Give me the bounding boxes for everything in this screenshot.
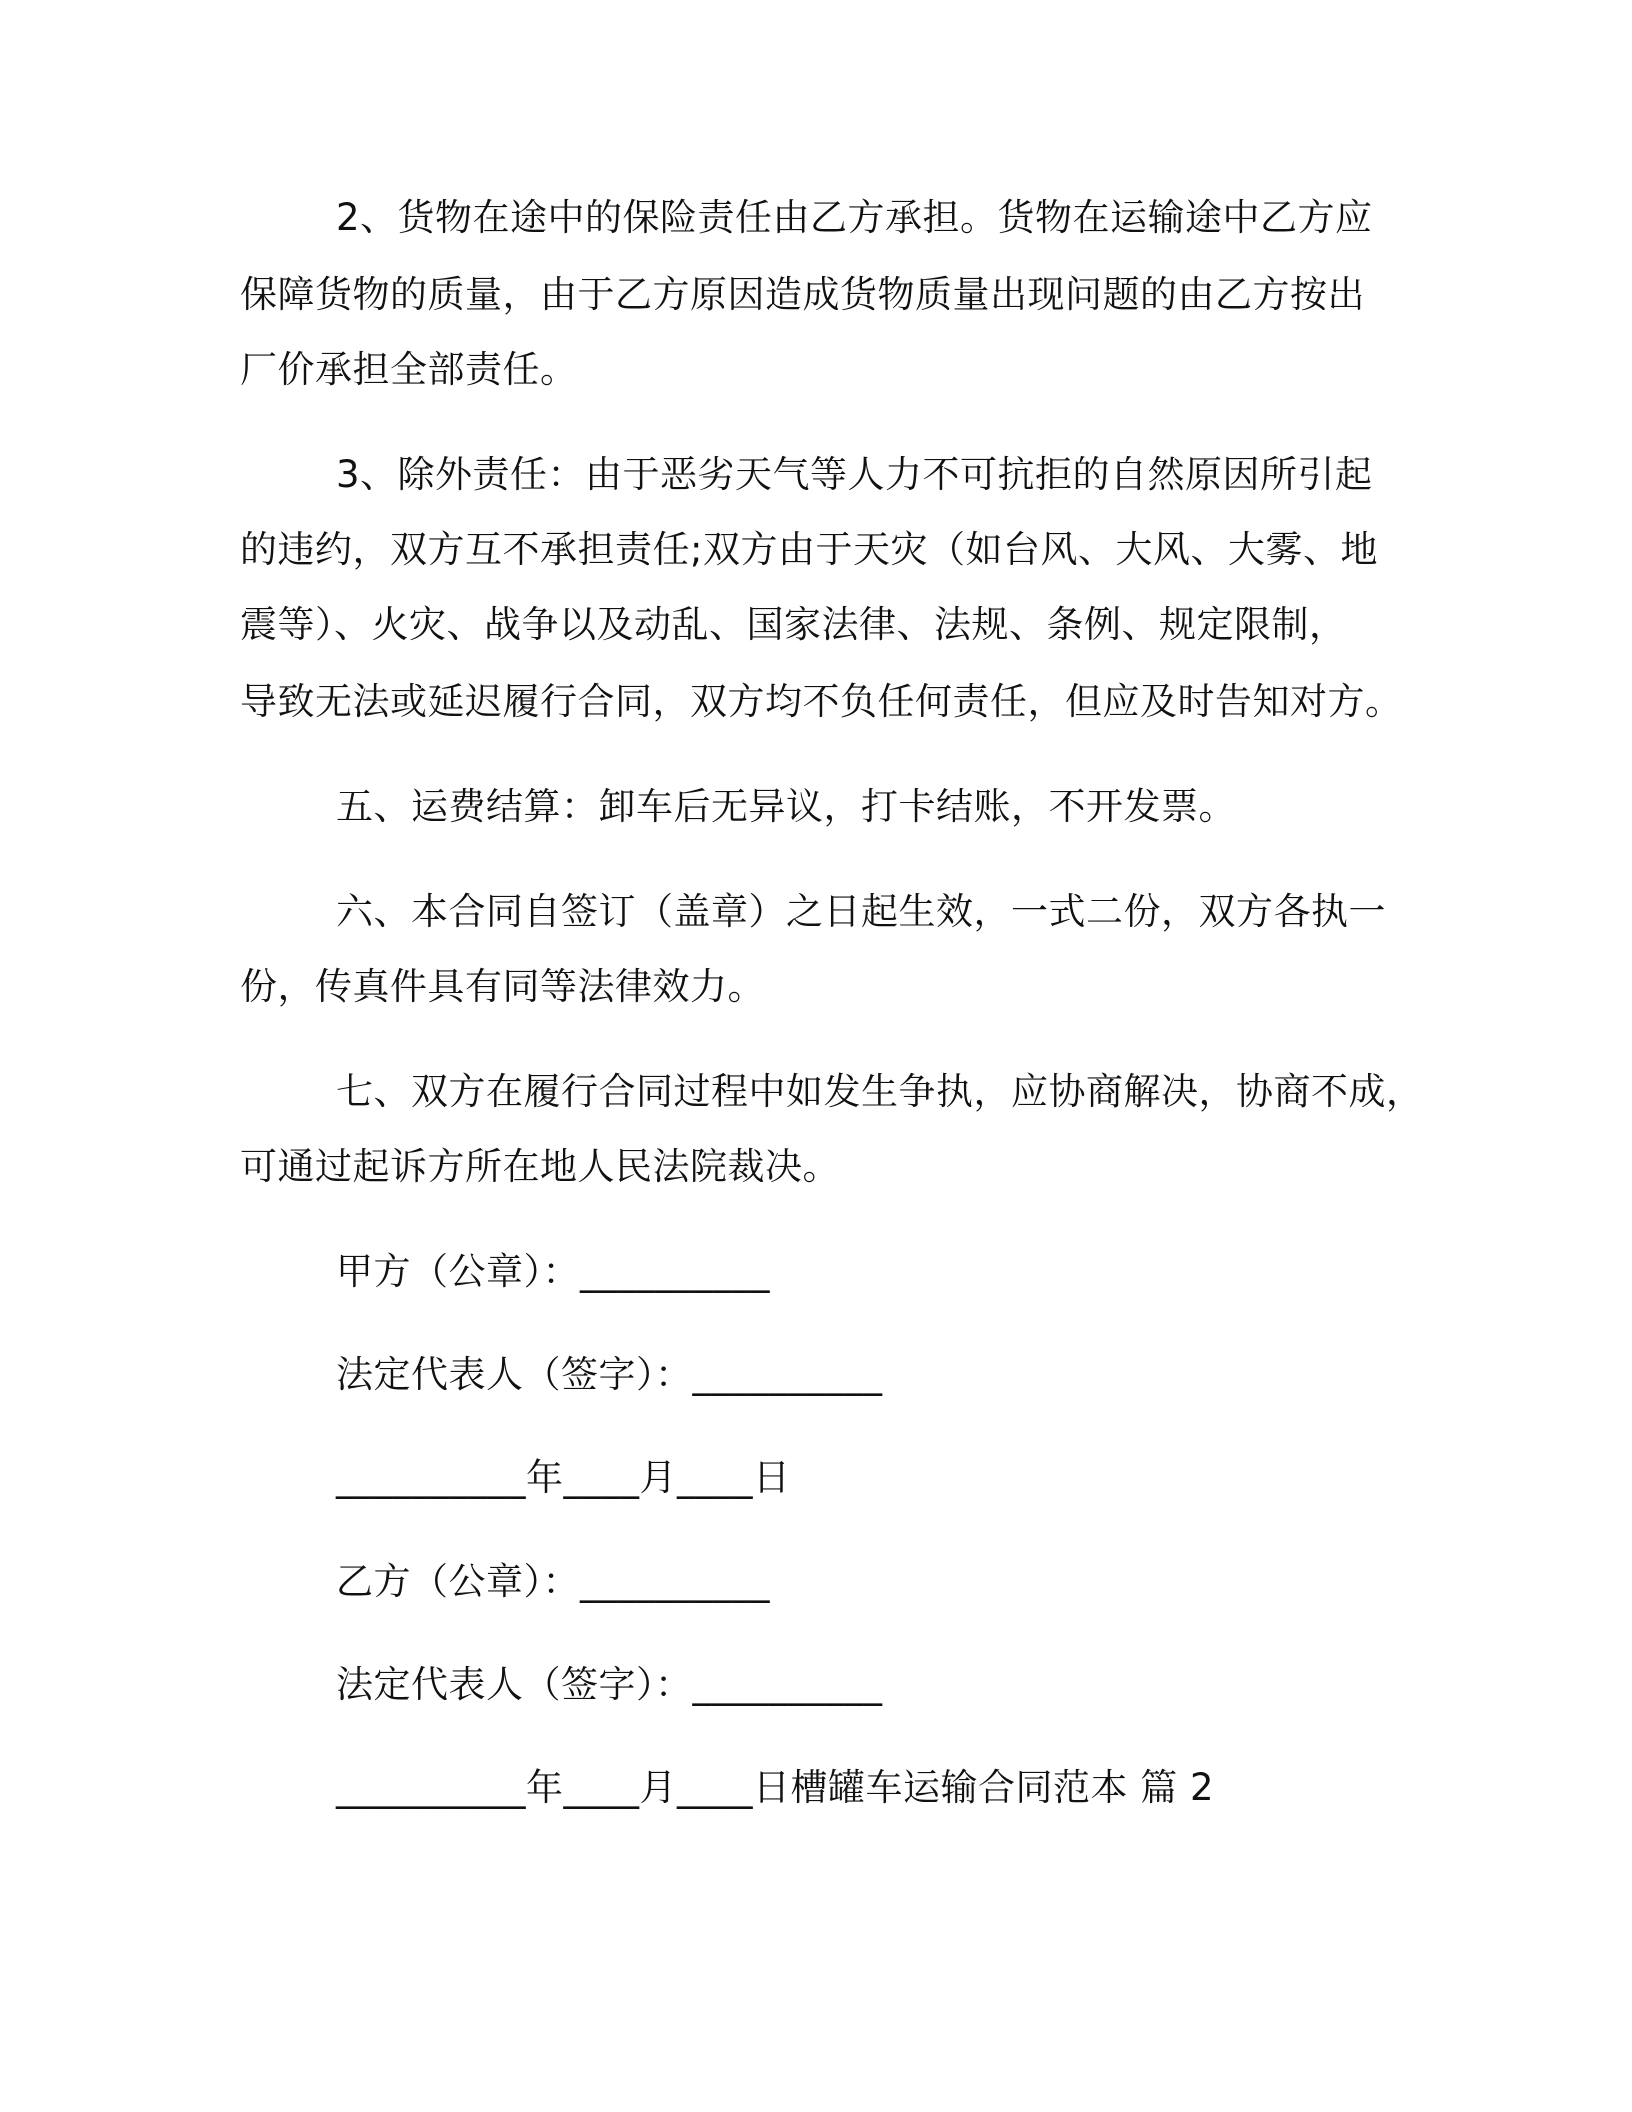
- section-5-line-1: 五、运费结算：卸车后无异议，打卡结账，不开发票。: [336, 785, 1236, 828]
- party-b-representative-line: 法定代表人（签字）：__________: [336, 1663, 883, 1706]
- party-b-date-line: __________年____月____日槽罐车运输合同范本 篇 2: [336, 1766, 1215, 1809]
- section-6-line-2: 份，传真件具有同等法律效力。: [240, 965, 765, 1008]
- section-7-line-1: 七、双方在履行合同过程中如发生争执，应协商解决，协商不成，: [336, 1070, 1424, 1113]
- clause-3-line-3: 震等）、火灾、战争以及动乱、国家法律、法规、条例、规定限制，: [240, 603, 1347, 646]
- section-6-line-1: 六、本合同自签订（盖章）之日起生效，一式二份，双方各执一: [336, 890, 1386, 933]
- clause-2-line-1: 2、货物在途中的保险责任由乙方承担。货物在运输途中乙方应: [336, 196, 1373, 239]
- party-a-date-line: __________年____月____日: [336, 1456, 791, 1499]
- clause-3-line-4: 导致无法或延迟履行合同，双方均不负任何责任，但应及时告知对方。: [240, 680, 1403, 723]
- party-b-seal-line: 乙方（公章）：__________: [336, 1560, 770, 1603]
- clause-2-line-2: 保障货物的质量，由于乙方原因造成货物质量出现问题的由乙方按出: [240, 273, 1365, 316]
- section-7-line-2: 可通过起诉方所在地人民法院裁决。: [240, 1145, 840, 1188]
- party-a-seal-line: 甲方（公章）：__________: [336, 1250, 770, 1293]
- clause-2-line-3: 厂价承担全部责任。: [240, 348, 578, 391]
- clause-3-line-1: 3、除外责任：由于恶劣天气等人力不可抗拒的自然原因所引起: [336, 453, 1373, 496]
- party-a-representative-line: 法定代表人（签字）：__________: [336, 1353, 883, 1396]
- clause-3-line-2: 的违约，双方互不承担责任;双方由于天灾（如台风、大风、大雾、地: [240, 528, 1378, 571]
